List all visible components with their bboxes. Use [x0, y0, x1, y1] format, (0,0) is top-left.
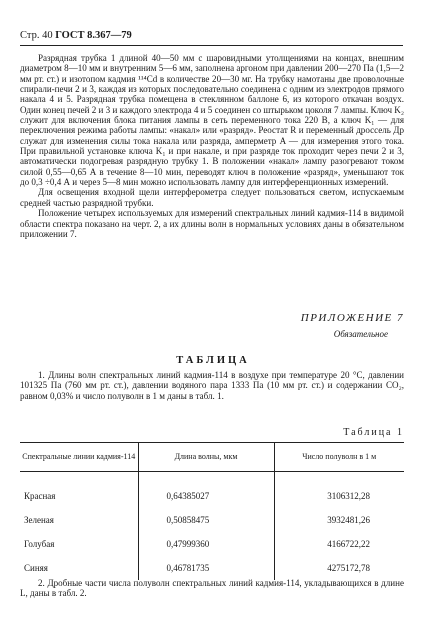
table-cell-wavelength: 0,47999360	[138, 532, 274, 556]
table-row	[20, 472, 404, 509]
section-item-1	[20, 370, 404, 401]
paragraph-fractional-parts: 2. Дробные части числа полуволн спектральных линий кадмия-114, укладывающихся в длине L, даны в табл. 2.	[20, 578, 404, 599]
table-cell-line-name: Красная	[24, 491, 56, 501]
appendix-subtitle: Обязательное	[333, 329, 388, 339]
wavelength-table	[20, 442, 404, 580]
table-header-cell: Число полуволн в 1 м	[274, 443, 404, 472]
table-cell-line-name: Зеленая	[24, 515, 54, 525]
table-cell-half-waves: 4166722,22	[274, 532, 404, 556]
appendix-title: ПРИЛОЖЕНИЕ 7	[300, 312, 404, 324]
paragraph-spectral-lines: Положение четырех используемых для измерений спектральных линий кадмия-114 в видимой области спектра показано на черт. 2, а их длины волн в нормальных условиях даны в обязательном приложении 7.	[20, 208, 404, 239]
paragraph-wavelengths: 1. Длины волн спектральных линий кадмия-114 в воздухе при температуре 20 °C, давлении 101325 Па (760 мм рт. ст.), давлении водяного пара 1333 Па (10 мм рт. ст.) и содержании CO₂, равном 0,03% и число полуволн в 1 м даны в табл. 1.	[20, 370, 404, 401]
table-header-cell: Длина волны, мкм	[138, 443, 274, 472]
paragraph-lamp-design: Разрядная трубка 1 длиной 40—50 мм с шаровидными утолщениями на концах, внешним диаметром 8—10 мм и внутренним 5—6 мм, заполнена аргоном при давлении 200—270 Па (1,5—2 мм рт. ст.) и изотопом кадмия ¹¹⁴Cd в количестве 20—30 мг. На трубку намотаны две проволочные спирали-печи 2 и 3, каждая из которых последовательно соединена с одним из электродов прямого накала 4 и 5. Разрядная трубка помещена в стеклянном баллоне 6, из которого откачан воздух. Один конец печей 2 и 3 и каждого электрода 4 и 5 соединен со штырьком цоколя 7 лампы. Ключ K₂ служит для включения блока питания лампы в сеть переменного тока 220 В, а ключ K₁ — для переключения режима работы лампы: «накал» или «разряд». Реостат R и переменный дроссель Др служат для изменения силы тока накала или разряда, амперметр A — для измерения этого тока. При правильной установке ключа K₁ и при накале, и при разряде ток проходит через печи 2 и 3, автоматически подогревая разрядную трубку 1. В положении «накал» лампу разогревают током силой 0,55—0,65 А в течение 8—10 мин, переводят ключ в положение «разряд», уменьшают ток до 0,3 ÷0,4 А и через 5—8 мин можно использовать лампу для интерференционных измерений.	[20, 53, 404, 188]
table-cell-line-name: Голубая	[24, 539, 55, 549]
page-header	[20, 30, 404, 41]
table-cell-wavelength: 0,64385027	[138, 472, 274, 509]
table-header-cell: Спектральные линии кадмия-114	[20, 443, 138, 472]
table-row	[20, 556, 404, 580]
description-text	[20, 53, 404, 239]
table-cell-half-waves: 3932481,26	[274, 508, 404, 532]
table-row	[20, 532, 404, 556]
table-row	[20, 508, 404, 532]
header-divider	[20, 45, 403, 46]
table-cell-line-name: Синяя	[24, 563, 48, 573]
table-cell-half-waves: 3106312,28	[274, 472, 404, 509]
paragraph-illumination: Для освещения входной щели интерферометра следует пользоваться светом, испускаемым средней частью разрядной трубки.	[20, 187, 404, 208]
section-title: ТАБЛИЦА	[176, 355, 250, 366]
table-cell-half-waves: 4275172,78	[274, 556, 404, 580]
page-number: Стр. 40	[20, 30, 53, 41]
table-header-row	[20, 443, 404, 472]
section-item-2	[20, 578, 404, 599]
table-cell-wavelength: 0,50858475	[138, 508, 274, 532]
standard-number: ГОСТ 8.367—79	[55, 30, 132, 41]
table-cell-wavelength: 0,46781735	[138, 556, 274, 580]
table-caption: Таблица 1	[343, 427, 404, 438]
